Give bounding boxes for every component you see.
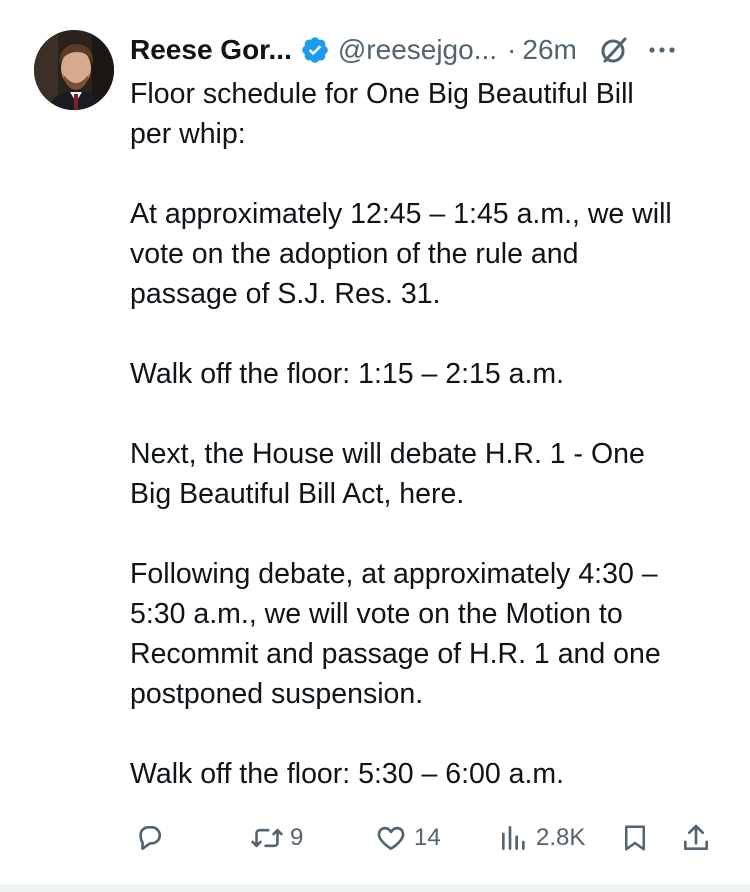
- repost-icon: [250, 822, 284, 854]
- more-options-icon[interactable]: [645, 33, 679, 67]
- views-count: 2.8K: [536, 824, 586, 851]
- share-icon: [680, 822, 712, 854]
- grok-icon[interactable]: [597, 33, 631, 67]
- tweet-header: [130, 30, 720, 70]
- author-avatar[interactable]: [34, 30, 114, 110]
- avatar-photo: [34, 30, 114, 110]
- bookmark-button[interactable]: [620, 816, 650, 860]
- repost-count: 9: [290, 824, 304, 851]
- verified-badge-icon: [300, 35, 330, 65]
- author-handle[interactable]: @reesejgo...: [337, 34, 498, 65]
- tweet-timestamp[interactable]: 26m: [522, 34, 577, 65]
- header-separator: ·: [507, 34, 517, 65]
- like-count: 14: [414, 824, 441, 851]
- author-display-name[interactable]: Reese Gor...: [130, 34, 292, 65]
- tweet-divider: [0, 884, 750, 892]
- heart-icon: [374, 822, 408, 854]
- share-button[interactable]: [680, 816, 712, 860]
- repost-button[interactable]: [250, 816, 303, 860]
- tweet-text: Floor schedule for One Big Beautiful Bill per whip: At approximately 12:45 – 1:45 a.m., we will vote on the adoption of the rule and passage of S.J. Res. 31. Walk off the floor: 1:15 – 2:15 a.m. Next, the House will debate H.R. 1 - One Big Beautiful Bill Act, here. Following debate, at approximately 4:30 – 5:30 a.m., we will vote on the Motion to Recommit and passage of H.R. 1 and one postponed suspension. Walk off the floor: 5:30 – 6:00 a.m.: [130, 78, 672, 790]
- reply-button[interactable]: [134, 816, 172, 860]
- reply-icon: [134, 822, 166, 854]
- tweet-actions-bar: [130, 816, 720, 860]
- views-icon: [498, 822, 530, 854]
- views-button[interactable]: [498, 816, 585, 860]
- like-button[interactable]: [374, 816, 441, 860]
- bookmark-icon: [620, 822, 650, 854]
